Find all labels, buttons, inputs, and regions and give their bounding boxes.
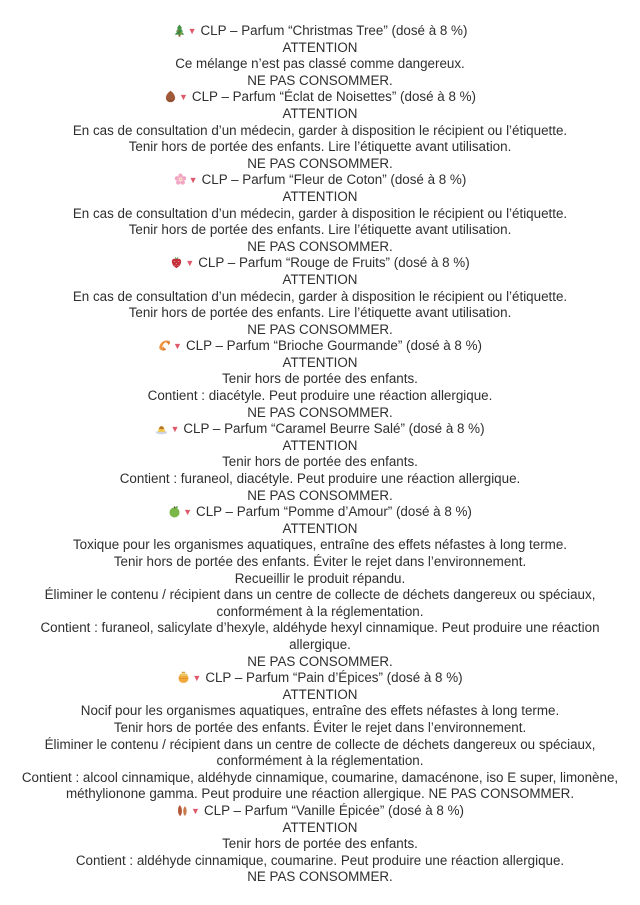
warning-line: Tenir hors de portée des enfants. xyxy=(222,454,418,470)
warning-line: NE PAS CONSOMMER. xyxy=(247,653,393,669)
warning-triangle-icon: ▼ xyxy=(173,341,182,352)
section-title: CLP – Parfum “Pomme d’Amour” (dosé à 8 %) xyxy=(196,504,472,520)
warning-line: Tenir hors de portée des enfants. Lire l’étiquette avant utilisation. xyxy=(128,305,512,321)
warning-line: Contient : diacétyle. Peut produire une réaction allergique. xyxy=(147,388,493,404)
warning-line: Contient : alcool cinnamique, aldéhyde cinnamique, coumarine, damacénone, iso E super, limonène, méthylionone gamma. Peut produire une réaction allergique. NE PAS CONSOMMER. xyxy=(21,769,619,802)
chestnut-icon xyxy=(164,90,177,103)
section-heading xyxy=(18,670,622,687)
warning-line: NE PAS CONSOMMER. xyxy=(247,238,393,254)
warning-line: ATTENTION xyxy=(282,437,358,453)
warning-line: NE PAS CONSOMMER. xyxy=(247,869,393,885)
warning-line: ATTENTION xyxy=(282,271,358,287)
warning-line: ATTENTION xyxy=(282,819,358,835)
warning-line: Tenir hors de portée des enfants. Éviter le rejet dans l’environnement. xyxy=(113,719,527,735)
strawberry-icon xyxy=(170,256,183,269)
warning-line: Contient : aldéhyde cinnamique, coumarine. Peut produire une réaction allergique. xyxy=(75,852,565,868)
honey-pot-icon xyxy=(177,671,190,684)
warning-line: Nocif pour les organismes aquatiques, entraîne des effets néfastes à long terme. xyxy=(80,703,560,719)
warning-line: Tenir hors de portée des enfants. xyxy=(222,836,418,852)
warning-line: Tenir hors de portée des enfants. Éviter le rejet dans l’environnement. xyxy=(113,554,527,569)
clp-section xyxy=(0,421,640,504)
christmas-tree-icon xyxy=(173,24,186,37)
section-title: CLP – Parfum “Éclat de Noisettes” (dosé à 8 %) xyxy=(191,89,476,105)
section-heading xyxy=(18,421,622,438)
warning-triangle-icon: ▼ xyxy=(185,258,195,269)
clp-section xyxy=(0,504,640,670)
section-title: CLP – Parfum “Pain d’Épices” (dosé à 8 %) xyxy=(205,670,463,686)
clp-section xyxy=(0,803,640,886)
warning-line: Tenir hors de portée des enfants. xyxy=(222,371,418,387)
warning-line: Ce mélange n’est pas classé comme dangereux. xyxy=(175,56,465,72)
warning-line: ATTENTION xyxy=(282,686,358,702)
warning-triangle-icon: ▼ xyxy=(183,507,193,518)
section-heading xyxy=(18,803,622,820)
section-heading xyxy=(18,172,622,189)
warning-triangle-icon: ▼ xyxy=(191,805,200,816)
autumn-leaves-icon xyxy=(176,804,189,817)
section-heading xyxy=(18,338,622,355)
warning-line: Toxique pour les organismes aquatiques, entraîne des effets néfastes à long terme. xyxy=(72,537,568,553)
warning-line: En cas de consultation d’un médecin, garder à disposition le récipient ou l’étiquette. xyxy=(72,205,568,221)
warning-line: Contient : furaneol, diacétyle. Peut produire une réaction allergique. xyxy=(119,471,521,487)
warning-line: NE PAS CONSOMMER. xyxy=(247,321,393,337)
warning-triangle-icon: ▼ xyxy=(170,424,180,435)
section-heading xyxy=(18,504,622,521)
warning-line: ATTENTION xyxy=(282,105,358,121)
clp-section xyxy=(0,172,640,255)
section-title: CLP – Parfum “Caramel Beurre Salé” (dosé à 8 %) xyxy=(183,421,485,437)
clp-document xyxy=(0,23,640,886)
warning-line: Tenir hors de portée des enfants. Lire l’étiquette avant utilisation. xyxy=(128,222,512,238)
clp-section xyxy=(0,89,640,172)
warning-triangle-icon: ▼ xyxy=(179,92,188,103)
section-title: CLP – Parfum “Christmas Tree” (dosé à 8 %) xyxy=(200,23,468,38)
clp-section xyxy=(0,255,640,338)
section-title: CLP – Parfum “Rouge de Fruits” (dosé à 8 %) xyxy=(198,255,470,271)
warning-line: ATTENTION xyxy=(282,354,358,370)
warning-triangle-icon: ▼ xyxy=(192,673,202,684)
clp-section xyxy=(0,670,640,803)
warning-line: ATTENTION xyxy=(282,39,358,55)
warning-line: NE PAS CONSOMMER. xyxy=(247,155,393,171)
warning-triangle-icon: ▼ xyxy=(188,175,198,186)
custard-icon xyxy=(155,422,168,435)
warning-line: Contient : furaneol, salicylate d’hexyle, aldéhyde hexyl cinnamique. Peut produire une réaction allergique. xyxy=(40,620,600,652)
section-heading xyxy=(18,89,622,106)
warning-line: Éliminer le contenu / récipient dans un centre de collecte de déchets dangereux ou spéciaux, conformément à la réglementation. xyxy=(44,587,596,619)
section-title: CLP – Parfum “Fleur de Coton” (dosé à 8 %) xyxy=(201,172,467,188)
cherry-blossom-icon xyxy=(174,173,187,186)
green-apple-icon xyxy=(168,505,181,518)
croissant-icon xyxy=(158,339,171,352)
warning-triangle-icon: ▼ xyxy=(187,26,197,36)
warning-line: ATTENTION xyxy=(282,520,358,536)
warning-line: NE PAS CONSOMMER. xyxy=(247,487,393,503)
warning-line: NE PAS CONSOMMER. xyxy=(247,72,393,88)
warning-line: En cas de consultation d’un médecin, garder à disposition le récipient ou l’étiquette. xyxy=(72,122,568,138)
warning-line: Recueillir le produit répandu. xyxy=(234,570,406,586)
warning-line: NE PAS CONSOMMER. xyxy=(247,404,393,420)
section-title: CLP – Parfum “Vanille Épicée” (dosé à 8 %) xyxy=(203,802,464,818)
clp-section xyxy=(0,338,640,421)
section-heading xyxy=(18,23,622,40)
section-title: CLP – Parfum “Brioche Gourmande” (dosé à 8 %) xyxy=(185,338,482,354)
clp-section xyxy=(0,23,640,89)
warning-line: ATTENTION xyxy=(282,188,358,204)
warning-line: En cas de consultation d’un médecin, garder à disposition le récipient ou l’étiquette. xyxy=(72,288,568,304)
warning-line: Tenir hors de portée des enfants. Lire l’étiquette avant utilisation. xyxy=(128,139,512,155)
section-heading xyxy=(18,255,622,272)
warning-line: Éliminer le contenu / récipient dans un centre de collecte de déchets dangereux ou spéciaux, conformément à la réglementation. xyxy=(44,736,596,769)
